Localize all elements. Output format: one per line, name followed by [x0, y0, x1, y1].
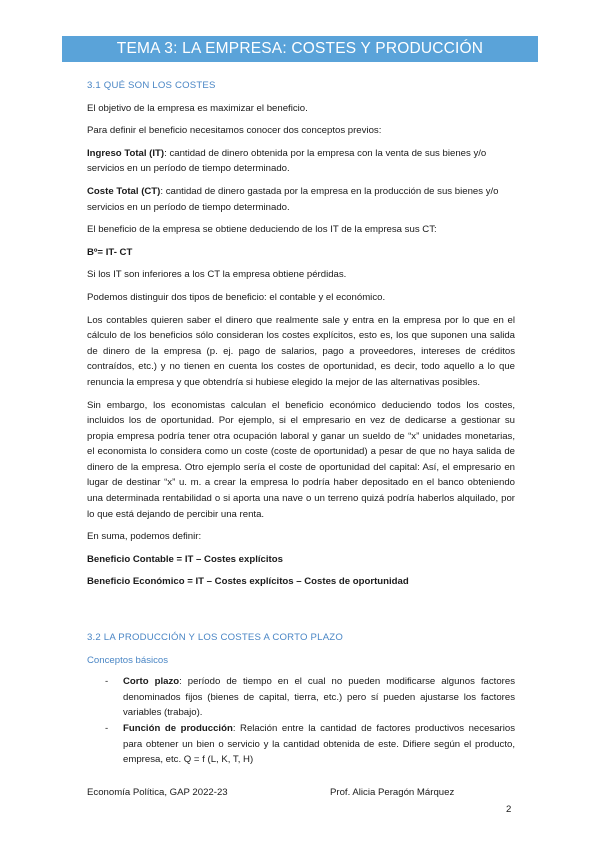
list-dash: -	[105, 723, 109, 734]
benefit-formula	[87, 245, 515, 261]
page-title: TEMA 3: LA EMPRESA: COSTES Y PRODUCCIÓN	[62, 36, 538, 62]
term-coste-total: Coste Total (CT)	[87, 185, 161, 197]
list-item	[87, 721, 515, 768]
footer-course: Economía Política, GAP 2022-23	[87, 787, 228, 798]
section-heading-costes: 3.1 QUÉ SON LOS COSTES	[87, 80, 216, 91]
definition-beneficio-contable	[87, 552, 515, 568]
term-corto-plazo: Corto plazo	[123, 676, 180, 688]
definition-beneficio-economico	[87, 574, 515, 590]
paragraph: Los contables quieren saber el dinero que realmente sale y entra en la empresa por lo que en el cálculo de los beneficios sólo consideran los costes explícitos, esto es, los que suponen una salida de dinero de la empresa (p. ej. pago de salarios, pago a proveedores, intereses de créditos contraídos, etc.) y no tienen en cuenta los costes de oportunidad, es decir, todo aquello a lo que renuncia la empresa y que obtendría si hubiese elegido la mejor de las alternativas posibles.	[87, 314, 515, 388]
term-funcion-produccion: Función de producción	[123, 723, 233, 734]
definition-bold-text: Beneficio Económico = IT – Costes explícitos – Costes de oportunidad	[87, 576, 409, 588]
formula-text: Bº= IT- CT	[87, 246, 133, 258]
definition-text: : cantidad de dinero obtenida por la empresa con la venta de sus bienes y/o servicios en un período de tiempo determinado.	[87, 147, 487, 175]
paragraph: En suma, podemos definir:	[87, 531, 202, 543]
paragraph: Para definir el beneficio necesitamos conocer dos conceptos previos:	[87, 125, 382, 137]
paragraph: Sin embargo, los economistas calculan el beneficio económico deduciendo todos los costes, incluidos los de oportunidad. Por ejemplo, si el empresario en vez de dedicarse a gestionar su propia empresa podría tener otra ocupación laboral y ganar un sueldo de “x” unidades monetarias, el economista lo considera como un coste (coste de oportunidad) a pesar de que no haya salida de dinero de la empresa. Otro ejemplo sería el coste de oportunidad del capital: Así, el empresario en lugar de destinar “x” u. m. a crear la empresa lo podría haber depositado en el banco obteniendo una determinada rentabilidad o si aporta una nave o un terreno quizá podría haberlos alquilado, por lo que está dejando de percibir una renta.	[87, 399, 515, 520]
definition-text: : cantidad de dinero gastada por la empresa en la producción de sus bienes y/o servicios en un período de tiempo determinado.	[87, 185, 499, 213]
section-heading-produccion: 3.2 LA PRODUCCIÓN Y LOS COSTES A CORTO PLAZO	[87, 632, 344, 644]
page-number: 2	[506, 804, 512, 815]
concept-list	[87, 674, 515, 768]
document-body	[87, 78, 515, 768]
definition-coste-total	[87, 184, 515, 215]
definition-bold-text: Beneficio Contable = IT – Costes explícitos	[87, 553, 283, 565]
subheading-conceptos: Conceptos básicos	[87, 654, 169, 666]
footer-author: Prof. Alicia Peragón Márquez	[330, 787, 455, 798]
definition-ingreso-total	[87, 146, 515, 177]
paragraph: El beneficio de la empresa se obtiene deduciendo de los IT de la empresa sus CT:	[87, 224, 437, 236]
list-item-text: : Relación entre la cantidad de factores productivos necesarios para obtener un bien o servicio y la cantidad obtenida de este. Difiere según el producto, empresa, etc. Q = f (L, K, T, H)	[123, 723, 515, 766]
term-ingreso-total: Ingreso Total (IT)	[87, 147, 165, 159]
paragraph: El objetivo de la empresa es maximizar el beneficio.	[87, 102, 308, 114]
list-item	[87, 674, 515, 721]
paragraph: Podemos distinguir dos tipos de beneficio: el contable y el económico.	[87, 291, 386, 303]
list-dash: -	[105, 676, 109, 688]
list-item-text: : período de tiempo en el cual no pueden modificarse algunos factores denominados fijos (bienes de capital, tierra, etc.) pero sí pueden ajustarse los factores variables (trabajo).	[123, 676, 516, 719]
paragraph: Si los IT son inferiores a los CT la empresa obtiene pérdidas.	[87, 269, 347, 281]
